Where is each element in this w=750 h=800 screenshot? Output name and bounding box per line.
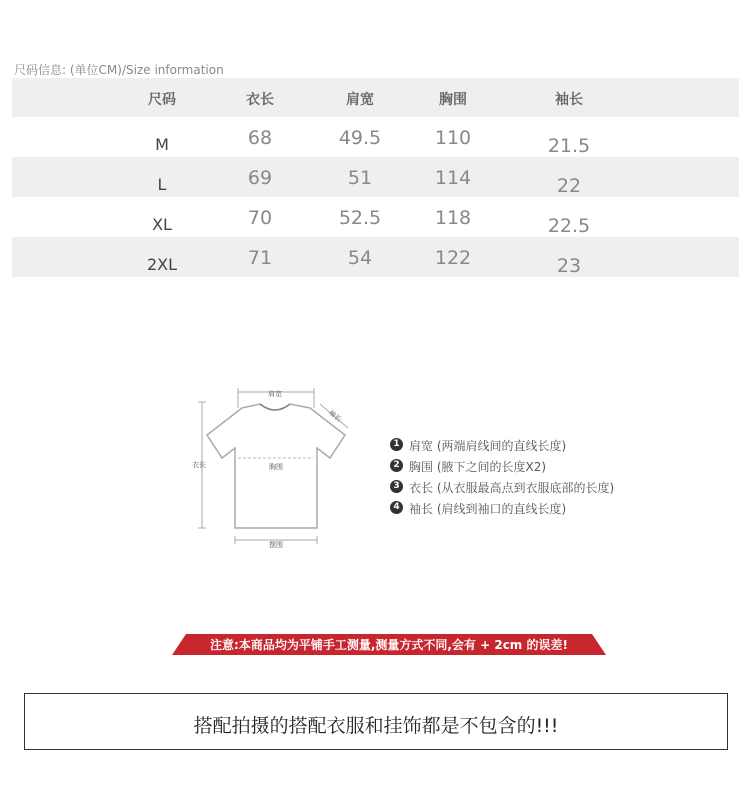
label-sleeve: 袖长 bbox=[327, 408, 343, 424]
size-table bbox=[12, 78, 739, 277]
size-cell: M bbox=[155, 135, 169, 154]
table-row bbox=[12, 237, 739, 277]
sleeve-cell: 22 bbox=[556, 175, 582, 197]
label-shoulder: 肩宽 bbox=[268, 390, 282, 398]
number-badge: 4 bbox=[390, 501, 403, 514]
length-cell: 71 bbox=[247, 247, 273, 269]
size-info-caption: 尺码信息: (单位CM)/Size information bbox=[14, 63, 224, 77]
label-chest: 胸围 bbox=[269, 463, 283, 471]
number-badge: 2 bbox=[390, 459, 403, 472]
header-chest: 胸围 bbox=[439, 92, 467, 108]
length-cell: 69 bbox=[247, 167, 273, 189]
chest-cell: 122 bbox=[434, 247, 472, 269]
legend-item bbox=[390, 457, 690, 478]
note-text: 注意:本商品均为平铺手工测量,测量方式不同,会有 + 2cm 的误差! bbox=[210, 638, 568, 652]
shoulder-cell: 54 bbox=[347, 247, 373, 269]
shoulder-cell: 51 bbox=[347, 167, 373, 189]
disclaimer-text: 搭配拍摄的搭配衣服和挂饰都是不包含的!!! bbox=[193, 715, 559, 737]
tshirt-measure-diagram bbox=[180, 380, 370, 560]
header-shoulder: 肩宽 bbox=[346, 92, 374, 108]
legend-text: 衣长 (从衣服最高点到衣服底部的长度) bbox=[409, 481, 615, 495]
chest-cell: 118 bbox=[434, 207, 472, 229]
length-cell: 70 bbox=[247, 207, 273, 229]
shoulder-cell: 49.5 bbox=[338, 127, 382, 149]
legend-text: 肩宽 (两端肩线间的直线长度) bbox=[409, 439, 567, 453]
legend-text: 胸围 (腋下之间的长度X2) bbox=[409, 460, 547, 474]
label-hem: 摆围 bbox=[269, 541, 283, 549]
size-cell: 2XL bbox=[146, 255, 178, 274]
chest-cell: 114 bbox=[434, 167, 472, 189]
sleeve-cell: 23 bbox=[556, 255, 582, 277]
label-length: 衣长 bbox=[192, 461, 206, 469]
header-length: 衣长 bbox=[246, 92, 274, 108]
chest-cell: 110 bbox=[434, 127, 472, 149]
legend-text: 袖长 (肩线到袖口的直线长度) bbox=[409, 502, 567, 516]
sleeve-cell: 22.5 bbox=[547, 215, 591, 237]
measurement-note-banner bbox=[172, 634, 606, 655]
legend-item bbox=[390, 436, 690, 457]
table-header bbox=[12, 78, 739, 117]
legend-item bbox=[390, 499, 690, 520]
shoulder-cell: 52.5 bbox=[338, 207, 382, 229]
table-row bbox=[12, 197, 739, 237]
header-size: 尺码 bbox=[148, 92, 176, 108]
size-cell: XL bbox=[152, 215, 172, 234]
accessories-disclaimer-box bbox=[24, 693, 728, 750]
number-badge: 3 bbox=[390, 480, 403, 493]
legend-item bbox=[390, 478, 690, 499]
measure-legend bbox=[390, 436, 690, 520]
length-cell: 68 bbox=[247, 127, 273, 149]
header-sleeve: 袖长 bbox=[555, 92, 583, 108]
sleeve-cell: 21.5 bbox=[547, 135, 591, 157]
table-row bbox=[12, 117, 739, 157]
table-row bbox=[12, 157, 739, 197]
size-cell: L bbox=[157, 175, 167, 194]
number-badge: 1 bbox=[390, 438, 403, 451]
